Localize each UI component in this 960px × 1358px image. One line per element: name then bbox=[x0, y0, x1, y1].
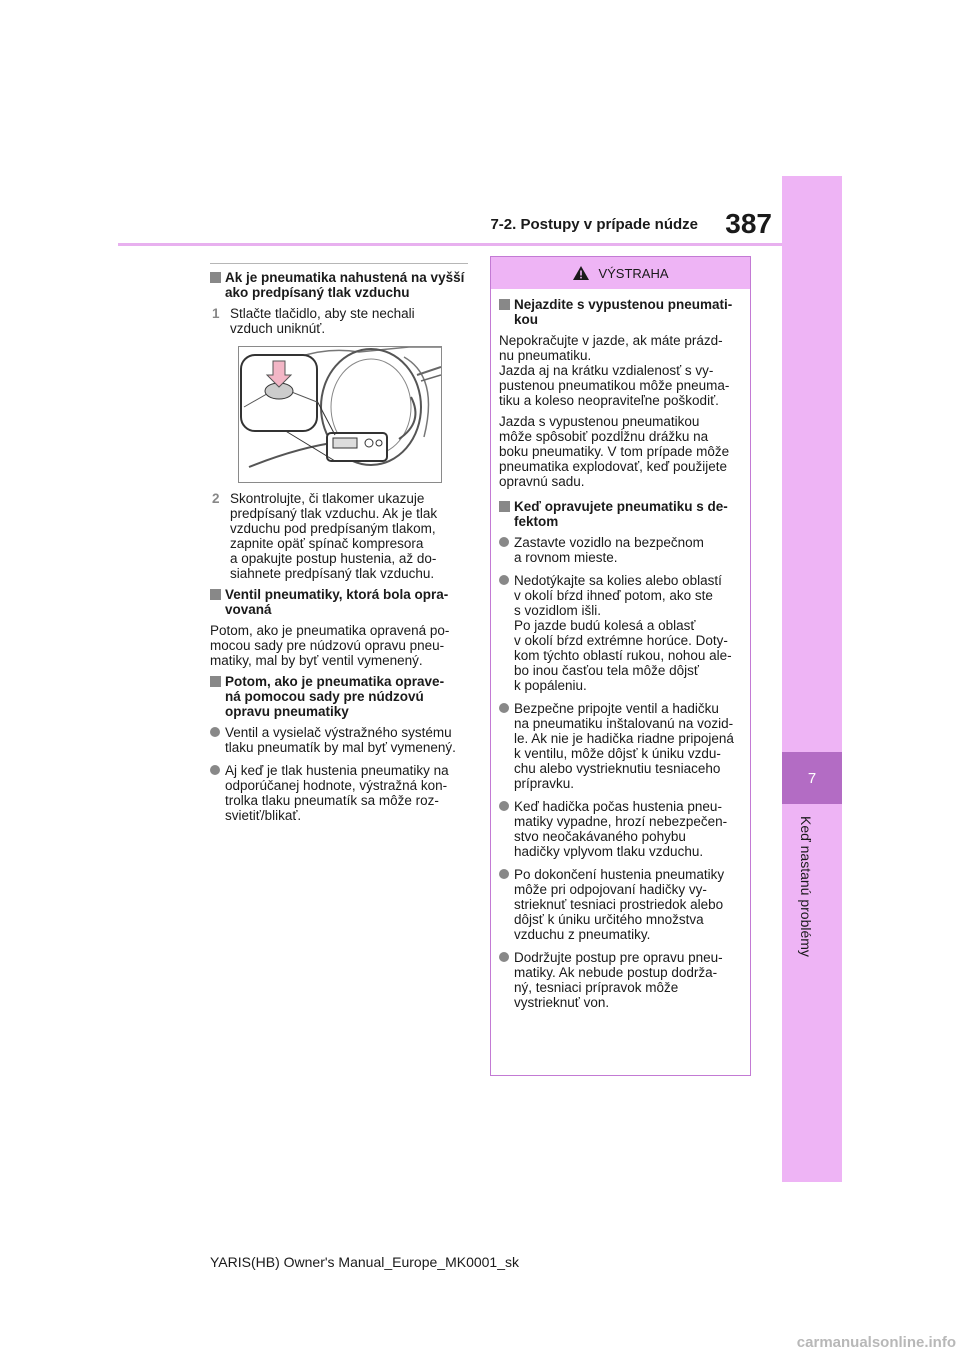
warning-title: VÝSTRAHA bbox=[598, 265, 669, 281]
warning-heading-repair bbox=[499, 499, 744, 529]
warning-body bbox=[491, 289, 750, 1010]
list-item-text: Nedotýkajte sa kolies alebo oblastí v okolí bŕzd ihneď potom, ako ste s vozidlom išli. Po jazde budú kolesá a oblasť v okolí bŕzd extrémne horúce. Doty- kom týchto oblastí rukou, nohou ale- bo inou časťou tela môže dôjsť k popáleniu. bbox=[514, 573, 732, 693]
square-bullet-icon bbox=[499, 501, 510, 512]
square-bullet-icon bbox=[210, 589, 221, 600]
list-item bbox=[499, 867, 744, 942]
circle-bullet-icon bbox=[499, 575, 509, 585]
circle-bullet-icon bbox=[499, 869, 509, 879]
list-item bbox=[210, 763, 474, 823]
circle-bullet-icon bbox=[499, 703, 509, 713]
section-heading-overinflated bbox=[210, 270, 474, 300]
heading-text: Keď opravujete pneumatiku s de- fektom bbox=[514, 499, 728, 529]
heading-text: Ventil pneumatiky, ktorá bola opra- vovaná bbox=[225, 587, 449, 617]
list-item bbox=[499, 535, 744, 565]
warning-heading-flat bbox=[499, 297, 744, 327]
list-item bbox=[210, 725, 474, 755]
list-item bbox=[499, 701, 744, 791]
list-item bbox=[499, 573, 744, 693]
list-item bbox=[499, 950, 744, 1010]
list-item-text: Aj keď je tlak hustenia pneumatiky na odporúčanej hodnote, výstražná kon- trolka tlaku pneumatík sa môže roz- svietiť/blikať. bbox=[225, 763, 449, 823]
square-bullet-icon bbox=[499, 299, 510, 310]
warning-triangle-icon bbox=[572, 265, 590, 281]
warning-box bbox=[490, 256, 751, 1076]
step-1 bbox=[210, 306, 474, 336]
section-heading-after-repair bbox=[210, 674, 474, 719]
list-item-text: Bezpečne pripojte ventil a hadičku na pneumatiku inštalovanú na vozid- le. Ak nie je hadička riadne pripojená k ventilu, môže dôjsť k úniku vzdu- chu alebo vystrieknutiu tesniaceho prípravku. bbox=[514, 701, 734, 791]
header-divider bbox=[118, 243, 782, 246]
square-bullet-icon bbox=[210, 272, 221, 283]
chapter-side-tab bbox=[782, 176, 842, 1182]
chapter-number: 7 bbox=[782, 752, 842, 804]
list-item-text: Dodržujte postup pre opravu pneu- matiky. Ak nebude postup dodrža- ný, tesniaci prípravok môže vystrieknuť von. bbox=[514, 950, 723, 1010]
chapter-title: Keď nastanú problémy bbox=[798, 816, 814, 957]
list-item-text: Zastavte vozidlo na bezpečnom a rovnom mieste. bbox=[514, 535, 704, 565]
step-text: Stlačte tlačidlo, aby ste nechali vzduch uniknúť. bbox=[230, 306, 415, 336]
circle-bullet-icon bbox=[210, 727, 220, 737]
heading-text: Ak je pneumatika nahustená na vyšší ako predpísaný tlak vzduchu bbox=[225, 270, 465, 300]
compressor-release-illustration bbox=[238, 346, 442, 483]
list-item-text: Ventil a vysielač výstražného systému tlaku pneumatík by mal byť vymenený. bbox=[225, 725, 456, 755]
list-item-text: Po dokončení hustenia pneumatiky môže pri odpojovaní hadičky vy- strieknuť tesniaci prostriedok alebo dôjsť k úniku určitého množstva vzduchu z pneumatiky. bbox=[514, 867, 725, 942]
list-item-text: Keď hadička počas hustenia pneu- matiky vypadne, hrozí nebezpečen- stvo neočakávaného pohybu hadičky vplyvom tlaku vzduchu. bbox=[514, 799, 728, 859]
section-heading-valve bbox=[210, 587, 474, 617]
heading-text: Potom, ako je pneumatika oprave- ná pomocou sady pre núdzovú opravu pneumatiky bbox=[225, 674, 445, 719]
step-2 bbox=[210, 491, 474, 581]
list-item bbox=[499, 799, 744, 859]
paragraph-valve: Potom, ako je pneumatika opravená po- mocou sady pre núdzovú opravu pneu- matiky, mal by byť ventil vymenený. bbox=[210, 623, 450, 668]
circle-bullet-icon bbox=[499, 801, 509, 811]
page-number: 387 bbox=[725, 208, 772, 239]
circle-bullet-icon bbox=[499, 537, 509, 547]
circle-bullet-icon bbox=[210, 765, 220, 775]
warning-paragraph: Jazda s vypustenou pneumatikou môže spôsobiť pozdĺžnu drážku na boku pneumatiky. V tom prípade môže pneumatika explodovať, keď použijete opravnú sadu. bbox=[499, 414, 730, 489]
footer-text: YARIS(HB) Owner's Manual_Europe_MK0001_sk bbox=[210, 1254, 519, 1270]
step-text: Skontrolujte, či tlakomer ukazuje predpísaný tlak vzduchu. Ak je tlak vzduchu pod predpísaným tlakom, zapnite opäť spínač kompresora a opakujte postup hustenia, až do- siahnete predpísaný tlak vzduchu. bbox=[230, 491, 438, 581]
heading-text: Nejazdite s vypustenou pneumati- kou bbox=[514, 297, 733, 327]
warning-header bbox=[491, 257, 750, 289]
step-number: 1 bbox=[212, 306, 220, 321]
watermark: carmanualsonline.info bbox=[796, 1334, 956, 1351]
warning-paragraph: Nepokračujte v jazde, ak máte prázd- nu pneumatiku. Jazda aj na krátku vzdialenosť s vy- pustenou pneumatikou môže pneuma- tiku a koleso neopraviteľne poškodiť. bbox=[499, 333, 730, 408]
circle-bullet-icon bbox=[499, 952, 509, 962]
step-number: 2 bbox=[212, 491, 220, 506]
tire-compressor-icon bbox=[239, 347, 441, 482]
section-title: 7-2. Postupy v prípade núdze bbox=[490, 216, 698, 233]
square-bullet-icon bbox=[210, 676, 221, 687]
left-column bbox=[210, 262, 474, 831]
